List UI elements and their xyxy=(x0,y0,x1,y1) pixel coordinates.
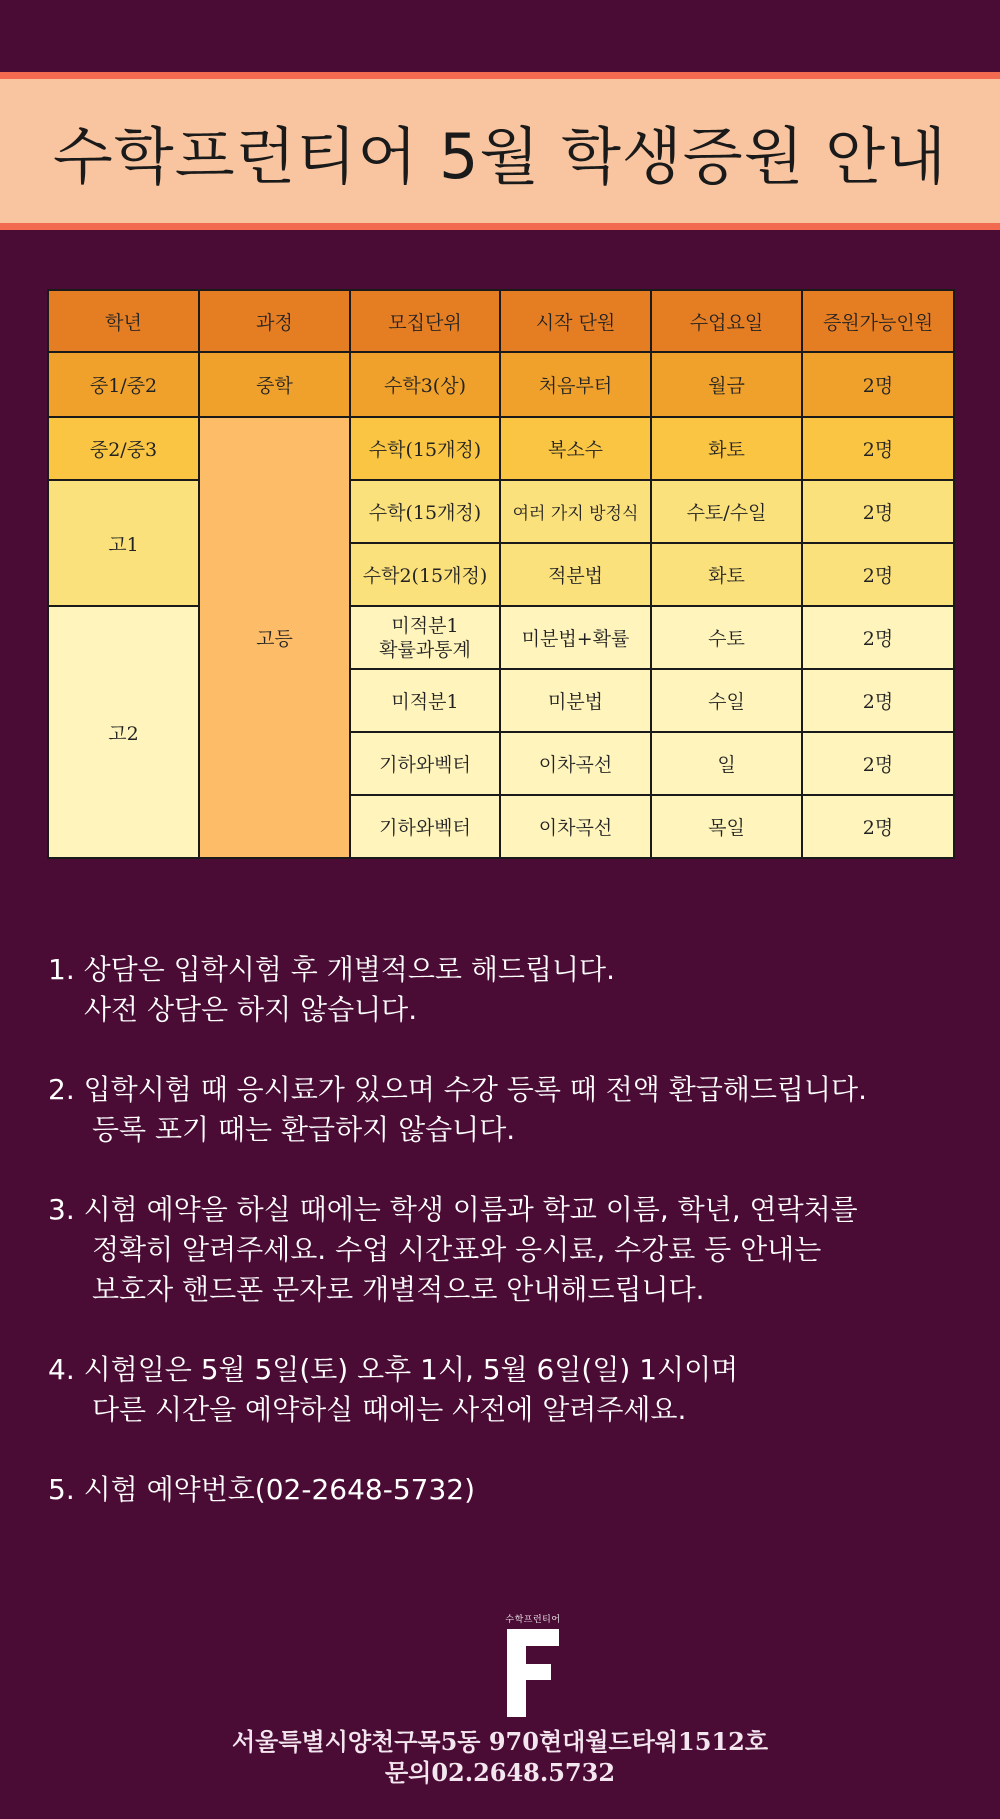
start-cell: 미분법 xyxy=(500,669,651,732)
notice-line: 사전 상담은 하지 않습니다. xyxy=(84,993,418,1026)
unit-line: 확률과통계 xyxy=(379,638,471,661)
start-cell: 처음부터 xyxy=(500,352,651,417)
unit-cell: 기하와벡터 xyxy=(350,732,500,795)
days-cell: 수일 xyxy=(651,669,802,732)
logo-text: 수학프런티어 xyxy=(505,1615,561,1625)
table-row xyxy=(48,417,954,480)
academy-logo xyxy=(498,1612,568,1717)
days-cell: 목일 xyxy=(651,795,802,858)
count-cell: 2명 xyxy=(802,543,954,606)
unit-cell xyxy=(350,606,500,669)
unit-cell: 수학2(15개정) xyxy=(350,543,500,606)
header-class-days: 수업요일 xyxy=(651,290,802,352)
notice-line: 4. 시험일은 5월 5일(토) 오후 1시, 5월 6일(일) 1시이며 xyxy=(48,1353,739,1386)
notice-list xyxy=(48,950,968,1550)
notice-line: 1. 상담은 입학시험 후 개별적으로 해드립니다. xyxy=(48,953,615,986)
header-course: 과정 xyxy=(199,290,350,352)
start-cell: 미분법+확률 xyxy=(500,606,651,669)
table-row xyxy=(48,480,954,543)
grade-cell: 중2/중3 xyxy=(48,417,199,480)
course-cell: 중학 xyxy=(199,352,350,417)
page-title: 수학프런티어 5월 학생증원 안내 xyxy=(52,119,948,193)
schedule-table xyxy=(47,289,955,859)
count-cell: 2명 xyxy=(802,480,954,543)
start-cell: 이차곡선 xyxy=(500,795,651,858)
title-banner xyxy=(0,72,1000,230)
notice-line: 5. 시험 예약번호(02-2648-5732) xyxy=(48,1473,476,1506)
days-cell: 수토/수일 xyxy=(651,480,802,543)
unit-cell: 수학(15개정) xyxy=(350,417,500,480)
notice-item xyxy=(48,1070,968,1150)
unit-cell: 수학(15개정) xyxy=(350,480,500,543)
days-cell: 일 xyxy=(651,732,802,795)
contact-text: 문의02.2648.5732 xyxy=(384,1758,616,1787)
notice-line: 3. 시험 예약을 하실 때에는 학생 이름과 학교 이름, 학년, 연락처를 xyxy=(48,1193,858,1226)
days-cell: 화토 xyxy=(651,543,802,606)
unit-cell: 기하와벡터 xyxy=(350,795,500,858)
count-cell: 2명 xyxy=(802,417,954,480)
notice-item xyxy=(48,950,968,1030)
header-grade: 학년 xyxy=(48,290,199,352)
count-cell: 2명 xyxy=(802,352,954,417)
notice-line: 정확히 알려주세요. 수업 시간표와 응시료, 수강료 등 안내는 xyxy=(92,1233,822,1266)
notice-item xyxy=(48,1350,968,1430)
course-cell: 고등 xyxy=(199,417,350,858)
footer-address xyxy=(0,1726,1000,1788)
grade-cell: 중1/중2 xyxy=(48,352,199,417)
header-unit: 모집단위 xyxy=(350,290,500,352)
grade-cell: 고1 xyxy=(48,480,199,606)
notice-line: 등록 포기 때는 환급하지 않습니다. xyxy=(92,1113,516,1146)
grade-cell: 고2 xyxy=(48,606,199,858)
notice-item xyxy=(48,1190,968,1310)
notice-line: 보호자 핸드폰 문자로 개별적으로 안내해드립니다. xyxy=(92,1273,705,1306)
start-cell: 적분법 xyxy=(500,543,651,606)
count-cell: 2명 xyxy=(802,606,954,669)
notice-line: 다른 시간을 예약하실 때에는 사전에 알려주세요. xyxy=(92,1393,687,1426)
header-start-chapter: 시작 단원 xyxy=(500,290,651,352)
table-row xyxy=(48,606,954,669)
start-cell: 복소수 xyxy=(500,417,651,480)
table-header-row xyxy=(48,290,954,352)
days-cell: 화토 xyxy=(651,417,802,480)
count-cell: 2명 xyxy=(802,795,954,858)
header-capacity: 증원가능인원 xyxy=(802,290,954,352)
start-cell: 여러 가지 방정식 xyxy=(500,480,651,543)
table-row xyxy=(48,352,954,417)
count-cell: 2명 xyxy=(802,732,954,795)
count-cell: 2명 xyxy=(802,669,954,732)
days-cell: 수토 xyxy=(651,606,802,669)
unit-line: 미적분1 xyxy=(391,614,459,637)
address-text: 서울특별시양천구목5동 970현대월드타워1512호 xyxy=(231,1727,769,1756)
notice-line: 2. 입학시험 때 응시료가 있으며 수강 등록 때 전액 환급해드립니다. xyxy=(48,1073,867,1106)
days-cell: 월금 xyxy=(651,352,802,417)
logo-f-icon xyxy=(507,1629,559,1717)
unit-cell: 미적분1 xyxy=(350,669,500,732)
unit-cell: 수학3(상) xyxy=(350,352,500,417)
start-cell: 이차곡선 xyxy=(500,732,651,795)
notice-item xyxy=(48,1470,968,1510)
